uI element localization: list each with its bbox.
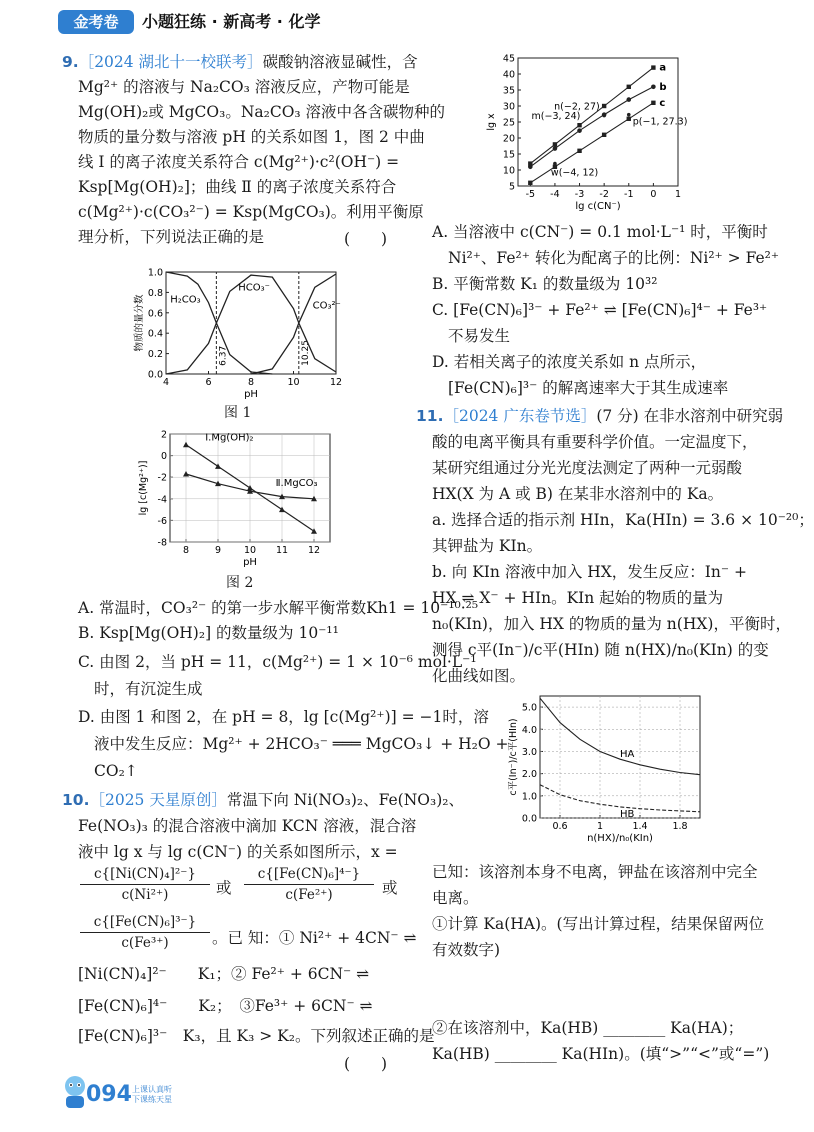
q9-text-line: Mg(OH)₂或 MgCO₃。Na₂CO₃ 溶液中各含碳物种的 (78, 103, 446, 121)
x-tick-label: -3 (574, 189, 585, 200)
q10-option-a[interactable]: A. 当溶液中 c(CN⁻) = 0.1 mol·L⁻¹ 时，平衡时 (432, 223, 768, 241)
header-badge: 金考卷 (58, 10, 134, 34)
q10-text-line: [Fe(CN)₆]⁴⁻ K₂； ③Fe³⁺ + 6CN⁻ ⇌ (78, 997, 373, 1015)
x-tick-label: -4 (550, 189, 560, 200)
q9-first-line (62, 52, 418, 72)
point-label: p(−1, 27.3) (632, 116, 688, 128)
series-label: HCO₃⁻ (238, 282, 270, 294)
footer-slogan: 上课认真听 (132, 1085, 172, 1094)
q10-fraction-fe3 (80, 914, 210, 951)
q10-text-line: [Fe(CN)₆]³⁻ K₃，且 K₃ > K₂。下列叙述正确的是 (78, 1027, 435, 1045)
y-tick-label: 5 (508, 181, 515, 193)
series-label: HB (620, 808, 635, 820)
q9-text-line: Ksp[Mg(OH)₂]；曲线 Ⅱ 的离子浓度关系符合 (78, 178, 397, 196)
data-point (602, 104, 606, 108)
q11-part1-answer-area[interactable] (432, 966, 772, 1010)
q10-option-b[interactable]: B. 平衡常数 K₁ 的数量级为 10³² (432, 275, 658, 293)
q11-text-line: n₀(KIn)，加入 HX 的物质的量为 n(HX)，平衡时， (432, 615, 791, 633)
page-number: 094 (86, 1082, 132, 1107)
q9-text-line: 物质的量分数与溶液 pH 的关系如图 1，图 2 中曲 (78, 128, 425, 146)
q11-text-line: 某研究组通过分光光度法测定了两种一元弱酸 (432, 459, 743, 477)
q11-text-line: (7 分) 在非水溶剂中研究弱 (596, 407, 784, 425)
figure-1-chart (118, 262, 348, 400)
x-tick-label: 11 (275, 545, 289, 556)
x-axis-label: pH (244, 389, 258, 400)
y-tick-label: 15 (502, 149, 515, 161)
data-point (183, 471, 189, 477)
q9-option-d-cont: 液中发生反应：Mg²⁺ + 2HCO₃⁻ ═══ MgCO₃↓ + H₂O + (94, 735, 509, 753)
figure-2-caption: 图 2 (226, 575, 254, 591)
y-tick-label: 3.0 (521, 746, 537, 758)
q11-text-line: a. 选择合适的指示剂 HIn，Ka(HIn) = 3.6 × 10⁻²⁰； (432, 511, 814, 529)
annotated-point (627, 113, 631, 117)
q9-option-d-cont: CO₂↑ (94, 762, 138, 780)
q10-or: 或 (382, 879, 398, 897)
q11-text-line: HX ⇌ X⁻ + HIn。KIn 起始的物质的量为 (432, 589, 724, 607)
q11-text-line: 已知：该溶剂本身不电离，钾盐在该溶剂中完全 (432, 863, 758, 881)
series-label: Ⅱ.MgCO₃ (275, 477, 318, 489)
y-tick-label: 25 (502, 117, 515, 129)
series-label: CO₃²⁻ (312, 300, 341, 312)
series-line-HA (540, 698, 700, 775)
q9-option-c-cont: 时，有沉淀生成 (94, 680, 203, 698)
q11-text-line: b. 向 KIn 溶液中加入 HX，发生反应：In⁻ + (432, 563, 747, 581)
q11-part1-prompt: ①计算 Ka(HA)。(写出计算过程，结果保留两位 (432, 915, 765, 933)
x-tick-label: 1 (596, 821, 604, 832)
y-axis-label: lg x (486, 113, 497, 131)
x-tick-label: 4 (162, 377, 170, 388)
data-point (553, 142, 557, 146)
data-point (651, 65, 655, 69)
y-tick-label: 0 (160, 451, 167, 463)
q11-first-line (416, 406, 783, 426)
header-title: 小题狂练 · 新高考 · 化学 (142, 12, 321, 31)
y-tick-label: 0.4 (147, 328, 163, 340)
y-axis-label: lg [c(Mg²⁺)] (138, 460, 149, 516)
x-tick-label: 9 (214, 545, 222, 556)
y-tick-label: 2 (160, 429, 167, 441)
data-point (528, 181, 532, 185)
q11-text-line: 化曲线如图。 (432, 667, 526, 685)
q10-text-line: 液中 lg x 与 lg c(CN⁻) 的关系如图所示，x = (78, 843, 398, 861)
annotated-point (553, 162, 557, 166)
y-tick-label: 35 (502, 85, 515, 97)
figure-q11-chart (494, 690, 709, 850)
y-tick-label: 0.8 (147, 287, 163, 299)
y-tick-label: 2.0 (521, 769, 537, 781)
y-tick-label: 0.0 (147, 369, 163, 381)
q11-text-line: 酸的电离平衡具有重要科学价值。一定温度下， (432, 433, 758, 451)
x-tick-label: 10 (243, 545, 257, 556)
x-tick-label: 0 (650, 189, 657, 200)
x-tick-label: 12 (329, 377, 343, 388)
q11-number: 11. (416, 407, 444, 425)
q11-part2-line[interactable]: Ka(HB) ________ Ka(HIn)。(填“>”“<”或“=”) (432, 1045, 770, 1063)
x-tick-label: -2 (599, 189, 609, 200)
q10-text-line: Fe(NO₃)₃ 的混合溶液中滴加 KCN 溶液，混合溶 (78, 817, 417, 835)
data-point (651, 101, 655, 105)
x-tick-label: 8 (182, 545, 190, 556)
data-point (626, 97, 631, 102)
series-label: c (659, 97, 666, 109)
q11-text-line: 电离。 (432, 889, 479, 907)
series-label: a (659, 62, 667, 74)
data-point (602, 133, 606, 137)
y-tick-label: 0.2 (147, 349, 163, 361)
data-point (215, 463, 221, 469)
q10-option-a-cont: Ni²⁺、Fe²⁺ 转化为配离子的比例：Ni²⁺ > Fe²⁺ (448, 249, 780, 267)
data-point (553, 146, 558, 151)
y-tick-label: 10 (502, 165, 515, 177)
fraction-denominator: c(Fe²⁺) (285, 887, 333, 903)
q9-number: 9. (62, 53, 79, 71)
q10-text-line: [Ni(CN)₄]²⁻ K₁；② Fe²⁺ + 6CN⁻ ⇌ (78, 965, 370, 983)
figure-2-chart (130, 428, 345, 568)
q10-option-c[interactable]: C. [Fe(CN)₆]³⁻ + Fe²⁺ ⇌ [Fe(CN)₆]⁴⁻ + Fe³⁺ (432, 301, 768, 319)
x-tick-label: 0.6 (552, 821, 568, 832)
q9-option-b[interactable]: B. Ksp[Mg(OH)₂] 的数量级为 10⁻¹¹ (78, 624, 339, 642)
x-tick-label: 1.4 (632, 821, 648, 832)
fraction-denominator: c(Fe³⁺) (121, 935, 169, 951)
q11-source-tag: ［2024 广东卷节选］ (443, 407, 597, 425)
q9-text-line: 线 Ⅰ 的离子浓度关系符合 c(Mg²⁺)·c²(OH⁻) = (78, 153, 400, 171)
q11-part2-line[interactable]: ②在该溶剂中，Ka(HB) ________ Ka(HA)； (432, 1019, 744, 1037)
data-point (183, 442, 189, 448)
data-point (577, 149, 581, 153)
series-label: b (659, 81, 667, 93)
y-tick-label: 20 (502, 133, 515, 145)
annotated-point (602, 114, 606, 118)
y-tick-label: 45 (502, 53, 515, 65)
y-tick-label: -4 (157, 494, 167, 506)
figure-1-caption: 图 1 (224, 405, 252, 421)
x-tick-label: 1.8 (672, 821, 688, 832)
data-point (627, 117, 631, 121)
fraction-denominator: c(Ni²⁺) (121, 887, 169, 903)
series-line-HB (540, 785, 700, 812)
q10-option-d-cont: [Fe(CN)₆]³⁻ 的解离速率大于其生成速率 (448, 379, 729, 397)
q9-text-line: Mg²⁺ 的溶液与 Na₂CO₃ 溶液反应，产物可能是 (78, 78, 410, 96)
y-tick-label: 4.0 (521, 724, 537, 736)
q10-text-line: 。已 知：① Ni²⁺ + 4CN⁻ ⇌ (212, 929, 417, 947)
x-tick-label: 8 (247, 377, 255, 388)
q10-answer-bracket[interactable]: ( ) (344, 1055, 388, 1073)
data-point (311, 528, 317, 534)
series-label: H₂CO₃ (170, 294, 201, 306)
q10-option-c-cont: 不易发生 (448, 327, 511, 345)
footer-slogan: 下课练天星 (132, 1095, 172, 1104)
y-tick-label: -6 (157, 515, 167, 527)
data-point (279, 507, 285, 512)
q11-text-line: 测得 c平(In⁻)/c平(HIn) 随 n(HX)/n₀(KIn) 的变 (432, 641, 769, 659)
data-point (528, 165, 533, 170)
x-tick-label: -1 (624, 189, 634, 200)
q9-source-tag: ［2024 湖北十一校联考］ (78, 53, 263, 71)
y-tick-label: 0.6 (147, 308, 163, 320)
pka-label: 6.37 (218, 345, 229, 366)
figure-q10-chart (488, 52, 688, 214)
data-point (651, 85, 656, 90)
q11-text-line: 有效数字) (432, 941, 501, 959)
x-axis-label: pH (243, 557, 257, 568)
series-label: Ⅰ.Mg(OH)₂ (205, 432, 254, 444)
y-tick-label: -8 (157, 537, 167, 549)
q10-text-line: 常温下向 Ni(NO₃)₂、Fe(NO₃)₂、 (226, 791, 464, 809)
x-tick-label: 1 (674, 189, 682, 200)
q9-option-c[interactable]: C. 由图 2，当 pH = 11，c(Mg²⁺) = 1 × 10⁻⁶ mol·L⁻¹ (78, 653, 477, 671)
q10-fraction-fe2 (244, 866, 374, 903)
annotated-point (578, 123, 582, 127)
fraction-numerator: c{[Fe(CN)₆]³⁻} (80, 914, 210, 933)
x-tick-label: 10 (287, 377, 300, 388)
y-axis-label: 物质的量分数 (134, 294, 145, 352)
y-tick-label: 1.0 (521, 791, 537, 803)
fraction-numerator: c{[Fe(CN)₆]⁴⁻} (244, 866, 374, 885)
y-tick-label: 0.0 (521, 813, 537, 825)
y-tick-label: 40 (502, 69, 515, 81)
data-point (577, 128, 582, 133)
q9-option-a[interactable]: A. 常温时，CO₃²⁻ 的第一步水解平衡常数Kh1 = 10⁻¹⁰·²⁵ (78, 599, 479, 617)
q10-option-d[interactable]: D. 若相关离子的浓度关系如 n 点所示， (432, 353, 707, 371)
q11-text-line: 其钾盐为 KIn。 (432, 537, 543, 555)
q11-text-line: HX(X 为 A 或 B) 在某非水溶剂中的 Ka。 (432, 485, 724, 503)
x-axis-label: lg c(CN⁻) (575, 201, 621, 212)
q9-text-line: 理分析，下列说法正确的是 (78, 228, 265, 246)
y-tick-label: 30 (502, 101, 515, 113)
x-axis-label: n(HX)/n₀(KIn) (587, 833, 653, 844)
y-tick-label: 1.0 (147, 267, 163, 279)
data-point (627, 85, 631, 89)
q10-or: 或 (216, 879, 232, 897)
q9-option-d[interactable]: D. 由图 1 和图 2，在 pH = 8，lg [c(Mg²⁺)] = −1时，溶 (78, 708, 489, 726)
q10-source-tag: ［2025 天星原创］ (89, 791, 227, 809)
point-label: w(−4, 12) (550, 167, 599, 179)
q9-answer-bracket[interactable]: ( ) (344, 230, 388, 248)
q10-number: 10. (62, 791, 90, 809)
q9-text-line: c(Mg²⁺)·c(CO₃²⁻) = Ksp(MgCO₃)。利用平衡原 (78, 203, 424, 221)
fraction-numerator: c{[Ni(CN)₄]²⁻} (80, 866, 210, 885)
x-tick-label: 12 (307, 545, 321, 556)
point-label: m(−3, 24) (531, 111, 581, 123)
y-axis-label: c平(In⁻)/c平(HIn) (508, 718, 519, 796)
series-label: HA (620, 749, 635, 760)
q10-fraction-ni (80, 866, 210, 903)
q10-first-line (62, 790, 464, 810)
q9-text-line: 碳酸钠溶液显碱性，含 (262, 53, 418, 71)
y-tick-label: 5.0 (521, 702, 537, 714)
x-tick-label: -5 (525, 189, 536, 200)
y-tick-label: -2 (157, 472, 167, 484)
x-tick-label: 6 (205, 377, 212, 388)
pka-label: 10.25 (300, 340, 311, 366)
point-label: n(−2, 27) (554, 101, 600, 113)
